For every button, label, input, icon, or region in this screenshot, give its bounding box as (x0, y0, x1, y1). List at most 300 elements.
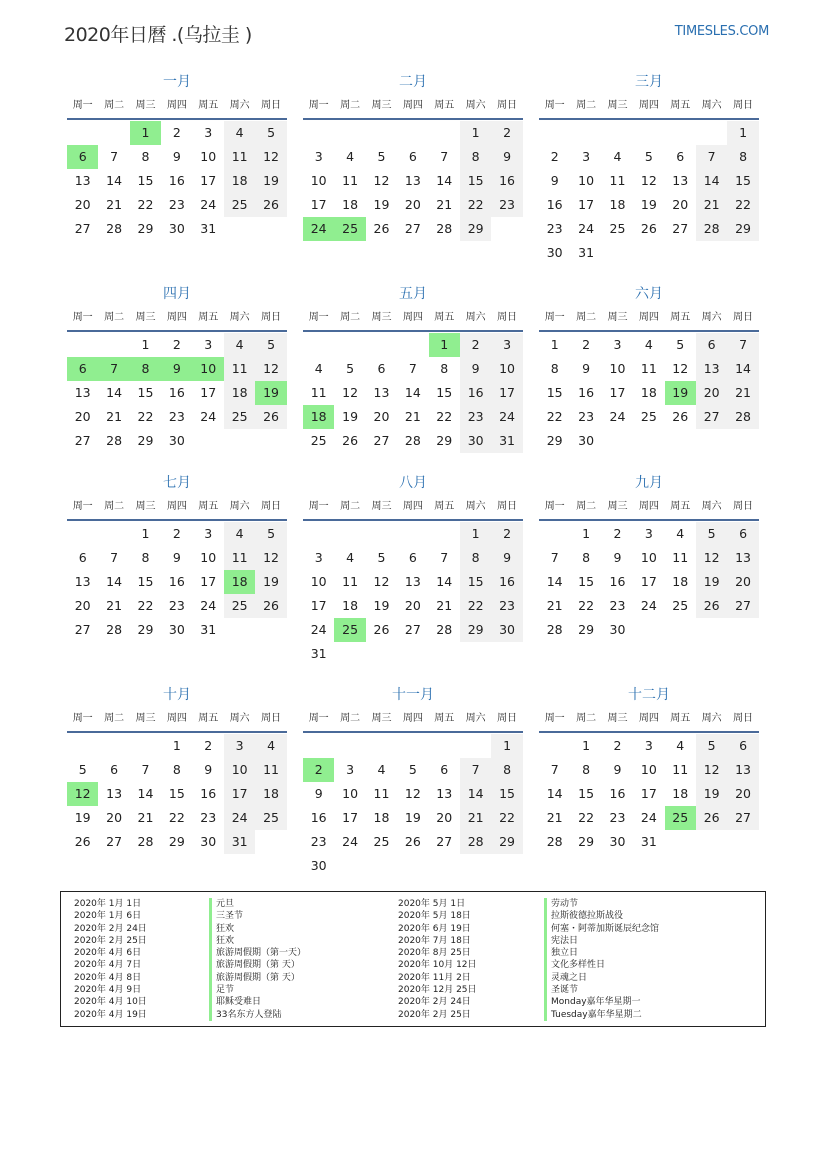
weekday-label: 周二 (104, 713, 125, 724)
weekday-header (67, 709, 287, 733)
day-cell: 5 (78, 762, 87, 777)
weekday-label: 周日 (497, 100, 518, 111)
day-cell: 29 (491, 830, 522, 854)
day-cell: 10 (193, 357, 224, 381)
day-cell: 22 (578, 810, 595, 825)
day-cell: 5 (377, 149, 386, 164)
day-cell: 26 (74, 834, 91, 849)
day-cell: 11 (672, 550, 689, 565)
day-cell: 21 (460, 806, 491, 830)
day-cell: 3 (346, 762, 355, 777)
day-cell: 19 (665, 381, 696, 405)
weekday-label: 周一 (544, 501, 565, 512)
weekday-label: 周日 (261, 501, 282, 512)
day-cell: 2 (613, 526, 622, 541)
day-cell: 13 (727, 758, 758, 782)
day-cell: 28 (106, 622, 123, 637)
day-cell: 12 (67, 782, 98, 806)
day-cell: 27 (74, 433, 91, 448)
day-cell: 15 (578, 574, 595, 589)
weekday-label: 周一 (544, 713, 565, 724)
holiday-name: 独立日 (544, 947, 659, 959)
weekday-label: 周五 (670, 713, 691, 724)
weekday-label: 周二 (104, 100, 125, 111)
weekday-label: 周六 (465, 312, 486, 323)
day-cell: 4 (224, 121, 255, 145)
day-cell: 8 (141, 149, 150, 164)
day-grid (67, 734, 287, 854)
empty-cell (303, 522, 334, 546)
month-name: 十一月 (392, 687, 434, 703)
day-cell: 2 (172, 125, 181, 140)
weekday-label: 周四 (638, 312, 659, 323)
day-cell: 25 (310, 433, 327, 448)
day-cell: 23 (609, 598, 626, 613)
holiday-date: 2020年 5月 18日 (398, 911, 471, 922)
empty-cell (366, 333, 397, 357)
day-cell: 15 (546, 385, 563, 400)
holiday-date: 2020年 4月 19日 (74, 1009, 147, 1020)
day-cell: 2 (491, 121, 522, 145)
day-cell: 9 (491, 145, 522, 169)
day-cell: 21 (696, 193, 727, 217)
day-cell: 4 (377, 762, 386, 777)
day-cell: 4 (676, 738, 685, 753)
day-cell: 23 (168, 598, 185, 613)
day-cell: 7 (460, 758, 491, 782)
day-cell: 27 (727, 594, 758, 618)
page-title: 2020年日曆 .(乌拉圭 ) (64, 24, 252, 46)
day-cell: 22 (491, 806, 522, 830)
day-cell: 28 (106, 221, 123, 236)
day-cell: 27 (373, 433, 390, 448)
holiday-name: 元旦 (209, 898, 306, 910)
day-cell: 21 (546, 598, 563, 613)
empty-cell (429, 522, 460, 546)
holiday-date: 2020年 2月 25日 (398, 1009, 471, 1020)
day-cell: 15 (460, 570, 491, 594)
day-cell: 14 (696, 169, 727, 193)
day-cell: 12 (404, 786, 421, 801)
holiday-date: 2020年 1月 1日 (74, 899, 142, 909)
day-cell: 28 (727, 405, 758, 429)
day-cell: 1 (130, 121, 161, 145)
day-cell: 10 (310, 173, 327, 188)
month-3 (539, 72, 759, 265)
day-cell: 22 (168, 810, 185, 825)
day-cell: 8 (130, 357, 161, 381)
weekday-label: 周二 (340, 312, 361, 323)
day-cell: 1 (460, 522, 491, 546)
weekday-label: 周五 (198, 713, 219, 724)
day-cell: 8 (440, 361, 449, 376)
holiday-date: 2020年 6月 19日 (398, 923, 471, 934)
day-cell: 27 (436, 834, 453, 849)
holiday-date: 2020年 8月 25日 (398, 948, 471, 959)
day-cell: 31 (200, 622, 217, 637)
empty-cell (397, 333, 428, 357)
day-cell: 18 (303, 405, 334, 429)
day-cell: 1 (550, 337, 559, 352)
day-cell: 19 (696, 570, 727, 594)
day-cell: 5 (255, 121, 286, 145)
day-cell: 16 (491, 570, 522, 594)
holiday-date: 2020年 4月 8日 (74, 972, 142, 983)
day-cell: 28 (436, 221, 453, 236)
day-cell: 12 (342, 385, 359, 400)
day-cell: 21 (106, 409, 123, 424)
day-cell: 16 (168, 173, 185, 188)
empty-cell (67, 121, 98, 145)
weekday-label: 周五 (434, 713, 455, 724)
day-cell: 31 (640, 834, 657, 849)
day-cell: 8 (582, 550, 591, 565)
weekday-label: 周一 (308, 100, 329, 111)
day-cell: 4 (644, 337, 653, 352)
empty-cell (67, 333, 98, 357)
month-name: 六月 (635, 286, 663, 302)
day-cell: 12 (696, 546, 727, 570)
month-11 (303, 685, 523, 878)
day-cell: 27 (672, 221, 689, 236)
weekday-label: 周日 (261, 713, 282, 724)
day-cell: 25 (224, 193, 255, 217)
day-cell: 18 (224, 381, 255, 405)
day-cell: 30 (168, 221, 185, 236)
weekday-label: 周二 (576, 501, 597, 512)
day-grid (67, 121, 287, 241)
day-cell: 9 (161, 357, 192, 381)
day-cell: 13 (404, 173, 421, 188)
empty-cell (67, 734, 98, 758)
day-cell: 17 (640, 574, 657, 589)
holiday-name: 何塞・阿蒂加斯诞辰纪念馆 (544, 923, 659, 935)
holiday-name: 狂欢 (209, 935, 306, 947)
weekday-label: 周三 (607, 501, 628, 512)
day-cell: 6 (377, 361, 386, 376)
day-cell: 19 (404, 810, 421, 825)
weekday-label: 周三 (371, 100, 392, 111)
day-cell: 29 (460, 217, 491, 241)
day-cell: 19 (255, 570, 286, 594)
day-cell: 12 (255, 145, 286, 169)
day-cell: 21 (727, 381, 758, 405)
day-cell: 4 (314, 361, 323, 376)
holiday-names-left (209, 898, 306, 1021)
day-cell: 29 (578, 622, 595, 637)
weekday-label: 周三 (135, 501, 156, 512)
day-cell: 18 (672, 574, 689, 589)
weekday-header (303, 308, 523, 332)
day-cell: 25 (224, 594, 255, 618)
day-cell: 11 (342, 173, 359, 188)
day-cell: 17 (640, 786, 657, 801)
day-cell: 14 (137, 786, 154, 801)
day-cell: 20 (727, 570, 758, 594)
day-cell: 10 (200, 149, 217, 164)
holiday-list (60, 891, 766, 1027)
month-name: 四月 (163, 286, 191, 302)
weekday-header (539, 308, 759, 332)
day-cell: 7 (110, 149, 119, 164)
day-cell: 16 (609, 786, 626, 801)
holiday-name: 旅游周假期（第 天） (209, 959, 306, 971)
weekday-label: 周日 (733, 501, 754, 512)
day-cell: 19 (342, 409, 359, 424)
day-cell: 12 (696, 758, 727, 782)
day-cell: 27 (727, 806, 758, 830)
day-cell: 23 (200, 810, 217, 825)
month-12 (539, 685, 759, 854)
day-cell: 3 (582, 149, 591, 164)
day-cell: 17 (224, 782, 255, 806)
empty-cell (67, 522, 98, 546)
day-cell: 26 (373, 622, 390, 637)
day-cell: 6 (78, 550, 87, 565)
weekday-header (67, 497, 287, 521)
weekday-label: 周日 (497, 312, 518, 323)
empty-cell (539, 734, 570, 758)
day-cell: 1 (141, 526, 150, 541)
weekday-label: 周一 (308, 312, 329, 323)
day-cell: 23 (460, 405, 491, 429)
day-cell: 19 (696, 782, 727, 806)
holiday-date: 2020年 7月 18日 (398, 935, 471, 946)
day-cell: 5 (255, 333, 286, 357)
day-cell: 21 (436, 197, 453, 212)
weekday-label: 周三 (371, 501, 392, 512)
weekday-label: 周三 (607, 312, 628, 323)
day-cell: 8 (582, 762, 591, 777)
weekday-label: 周日 (497, 501, 518, 512)
day-cell: 25 (334, 217, 365, 241)
empty-cell (366, 734, 397, 758)
day-cell: 8 (460, 546, 491, 570)
day-cell: 12 (373, 574, 390, 589)
day-cell: 10 (609, 361, 626, 376)
weekday-label: 周六 (229, 312, 250, 323)
day-cell: 30 (310, 858, 327, 873)
day-cell: 1 (141, 337, 150, 352)
day-cell: 27 (106, 834, 123, 849)
month-2 (303, 72, 523, 241)
day-cell: 22 (460, 193, 491, 217)
month-4 (67, 284, 287, 453)
day-cell: 17 (491, 381, 522, 405)
day-cell: 24 (224, 806, 255, 830)
month-7 (67, 473, 287, 642)
weekday-label: 周五 (434, 100, 455, 111)
day-cell: 21 (106, 598, 123, 613)
day-cell: 3 (644, 738, 653, 753)
day-cell: 23 (168, 409, 185, 424)
day-cell: 24 (342, 834, 359, 849)
day-cell: 10 (342, 786, 359, 801)
day-cell: 19 (255, 169, 286, 193)
day-cell: 7 (440, 149, 449, 164)
day-cell: 20 (404, 598, 421, 613)
day-cell: 1 (172, 738, 181, 753)
month-name: 三月 (635, 74, 663, 90)
weekday-label: 周一 (308, 713, 329, 724)
day-cell: 10 (224, 758, 255, 782)
month-6 (539, 284, 759, 453)
empty-cell (334, 121, 365, 145)
day-cell: 8 (727, 145, 758, 169)
day-cell: 20 (74, 598, 91, 613)
month-name: 十月 (163, 687, 191, 703)
holiday-date: 2020年 2月 24日 (398, 997, 471, 1008)
day-cell: 21 (137, 810, 154, 825)
day-grid (539, 522, 759, 642)
day-cell: 11 (224, 357, 255, 381)
day-cell: 25 (334, 618, 365, 642)
day-cell: 5 (696, 522, 727, 546)
day-cell: 27 (404, 221, 421, 236)
day-cell: 14 (404, 385, 421, 400)
day-cell: 16 (168, 385, 185, 400)
empty-cell (366, 121, 397, 145)
empty-cell (665, 121, 696, 145)
holiday-name: 旅游周假期（第 天） (209, 972, 306, 984)
day-cell: 2 (613, 738, 622, 753)
day-cell: 4 (346, 550, 355, 565)
weekday-header (67, 308, 287, 332)
empty-cell (633, 121, 664, 145)
day-cell: 9 (314, 786, 323, 801)
day-cell: 30 (168, 433, 185, 448)
weekday-label: 周三 (135, 713, 156, 724)
weekday-label: 周四 (166, 713, 187, 724)
weekday-header (539, 497, 759, 521)
day-cell: 19 (373, 197, 390, 212)
day-cell: 30 (168, 622, 185, 637)
day-cell: 30 (609, 834, 626, 849)
weekday-header (303, 96, 523, 120)
day-cell: 19 (255, 381, 286, 405)
day-cell: 20 (74, 409, 91, 424)
day-cell: 23 (168, 197, 185, 212)
day-cell: 8 (460, 145, 491, 169)
day-cell: 7 (727, 333, 758, 357)
day-cell: 4 (613, 149, 622, 164)
site-link[interactable]: TIMESLES.COM (674, 24, 769, 39)
day-cell: 28 (696, 217, 727, 241)
day-cell: 22 (137, 409, 154, 424)
day-cell: 20 (672, 197, 689, 212)
day-cell: 30 (578, 433, 595, 448)
weekday-label: 周四 (166, 501, 187, 512)
day-cell: 23 (310, 834, 327, 849)
day-cell: 26 (255, 594, 286, 618)
day-cell: 11 (609, 173, 626, 188)
day-cell: 14 (727, 357, 758, 381)
day-cell: 24 (640, 810, 657, 825)
weekday-label: 周二 (340, 100, 361, 111)
day-cell: 24 (640, 598, 657, 613)
day-grid (539, 333, 759, 453)
day-cell: 20 (74, 197, 91, 212)
holiday-date: 2020年 12月 25日 (398, 985, 477, 996)
day-cell: 6 (727, 734, 758, 758)
holiday-name: 狂欢 (209, 923, 306, 935)
weekday-label: 周五 (434, 501, 455, 512)
day-cell: 27 (74, 622, 91, 637)
day-cell: 17 (200, 385, 217, 400)
day-cell: 24 (609, 409, 626, 424)
day-cell: 11 (310, 385, 327, 400)
day-cell: 20 (696, 381, 727, 405)
holiday-name: 旅游周假期（第一天） (209, 947, 306, 959)
day-cell: 19 (74, 810, 91, 825)
day-cell: 31 (491, 429, 522, 453)
weekday-label: 周一 (544, 312, 565, 323)
day-cell: 9 (460, 357, 491, 381)
day-cell: 6 (696, 333, 727, 357)
day-cell: 10 (640, 550, 657, 565)
day-cell: 3 (314, 550, 323, 565)
day-cell: 26 (373, 221, 390, 236)
weekday-label: 周四 (638, 100, 659, 111)
day-cell: 17 (578, 197, 595, 212)
day-cell: 30 (460, 429, 491, 453)
holiday-name: 文化多样性日 (544, 959, 659, 971)
day-cell: 16 (168, 574, 185, 589)
weekday-label: 周六 (701, 312, 722, 323)
day-cell: 5 (255, 522, 286, 546)
day-cell: 3 (204, 337, 213, 352)
day-cell: 20 (106, 810, 123, 825)
day-cell: 21 (436, 598, 453, 613)
holiday-dates-left (74, 898, 147, 1021)
day-cell: 22 (727, 193, 758, 217)
day-cell: 13 (404, 574, 421, 589)
day-cell: 9 (613, 762, 622, 777)
holiday-name: Monday嘉年华星期一 (544, 996, 659, 1008)
day-cell: 14 (460, 782, 491, 806)
day-cell: 12 (640, 173, 657, 188)
weekday-label: 周六 (465, 100, 486, 111)
day-cell: 29 (460, 618, 491, 642)
day-cell: 29 (168, 834, 185, 849)
day-cell: 25 (255, 806, 286, 830)
weekday-label: 周六 (701, 713, 722, 724)
day-cell: 23 (609, 810, 626, 825)
day-cell: 9 (204, 762, 213, 777)
day-cell: 4 (346, 149, 355, 164)
day-cell: 23 (546, 221, 563, 236)
day-cell: 7 (696, 145, 727, 169)
weekday-label: 周四 (402, 312, 423, 323)
day-cell: 13 (74, 173, 91, 188)
day-cell: 10 (491, 357, 522, 381)
day-cell: 14 (106, 385, 123, 400)
day-cell: 19 (640, 197, 657, 212)
day-cell: 1 (727, 121, 758, 145)
day-cell: 18 (609, 197, 626, 212)
weekday-label: 周三 (135, 312, 156, 323)
month-name: 七月 (163, 475, 191, 491)
holiday-date: 2020年 1月 6日 (74, 911, 142, 922)
weekday-label: 周六 (701, 501, 722, 512)
day-cell: 28 (460, 830, 491, 854)
month-10 (67, 685, 287, 854)
day-cell: 2 (172, 526, 181, 541)
day-cell: 2 (303, 758, 334, 782)
weekday-label: 周三 (371, 713, 392, 724)
month-name: 八月 (399, 475, 427, 491)
holiday-name: 耶稣受难日 (209, 996, 306, 1008)
